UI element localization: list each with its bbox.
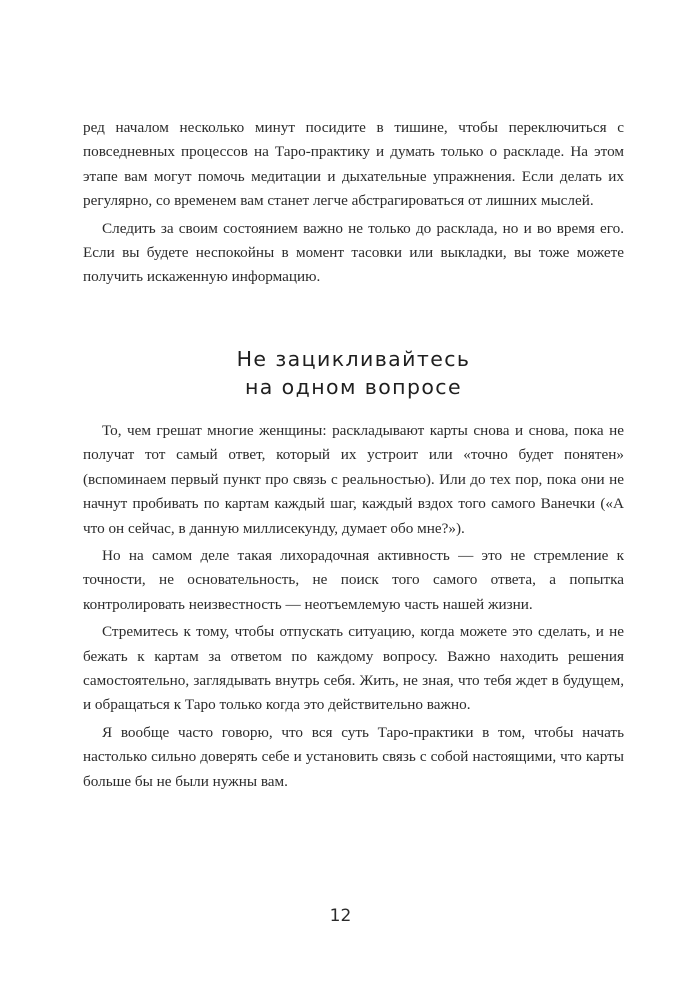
paragraph: Стремитесь к тому, чтобы отпускать ситуацию, когда можете это сделать, и не бежать к картам за ответом по каждому вопросу. Важно находить решения самостоятельно, заглядывать внутрь себя. Жить, не зная, что тебя ждет в будущем, и обращаться к Таро только когда это действительно важно. bbox=[83, 623, 624, 714]
paragraph: Следить за своим состоянием важно не только до расклада, но и во время его. Если вы будете неспокойны в момент тасовки или выкладки, вы тоже можете получить искаженную информацию. bbox=[83, 219, 624, 286]
section-heading-line-2: на одном вопросе bbox=[245, 375, 462, 399]
paragraph: ред началом несколько минут посидите в тишине, чтобы переключиться с повседневных процессов на Таро-практику и думать только о раскладе. На этом этапе вам могут помочь медитации и дыхательные упражнения. Если делать их регулярно, со временем вам станет легче абстрагироваться от лишних мыслей. bbox=[83, 119, 624, 210]
paragraph: Но на самом деле такая лихорадочная активность — это не стремление к точности, не основательность, не поиск того самого ответа, а попытка контролировать неизвестность — неотъемлемую часть нашей жизни. bbox=[83, 547, 624, 613]
section-heading-line-1: Не зацикливайтесь bbox=[236, 347, 471, 371]
section-heading bbox=[83, 345, 624, 401]
body-text-top bbox=[83, 116, 624, 290]
body-text-bottom bbox=[83, 419, 624, 794]
page-number: 12 bbox=[329, 906, 352, 926]
paragraph: Я вообще часто говорю, что вся суть Таро-практики в том, чтобы начать настолько сильно доверять себе и установить связь с собой настоящими, что карты больше бы не были нужны вам. bbox=[83, 723, 624, 790]
paragraph: То, чем грешат многие женщины: раскладывают карты снова и снова, пока не получат тот самый ответ, который их устроит или «точно будет понятен» (вспоминаем первый пункт про связь с реальностью). Или до тех пор, пока они не начнут пробивать по картам каждый шаг, каждый вздох того самого Ванечки («А что он сейчас, в данную миллисекунду, думает обо мне?»). bbox=[83, 422, 624, 537]
